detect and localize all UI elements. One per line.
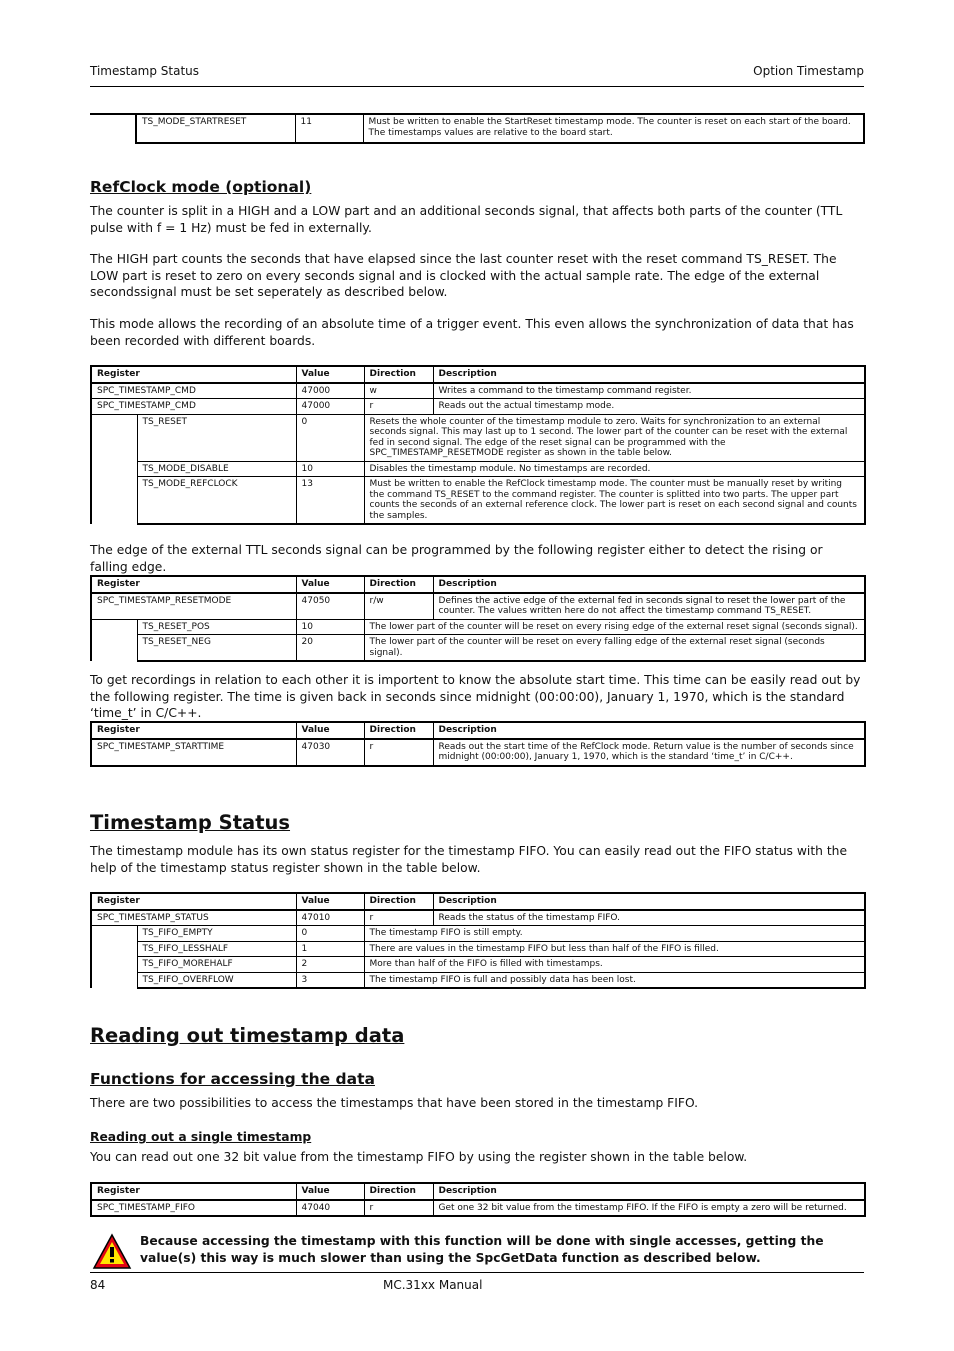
table-row: SPC_TIMESTAMP_STARTTIME 47030 r Reads out the start time of the RefClock mode. Return value is the number of seconds since midnight (00:00:00), January 1, 1970, which is the standard ‘time_t’ in C/C++. <box>91 739 865 766</box>
table-row: TS_FIFO_MOREHALF 2 More than half of the FIFO is filled with timestamps. <box>91 957 865 973</box>
table-row: TS_FIFO_OVERFLOW 3 The timestamp FIFO is full and possibly data has been lost. <box>91 972 865 988</box>
table-row: TS_RESET 0 Resets the whole counter of the timestamp module to zero. Waits for synchronization to an external seconds signal. This may last up to 1 second. The lower part of the counter can be reset with the external fed in second signal. The edge of the reset signal can be programmed with the SPC_TIMESTAMP_RESETMODE register as shown in the table below. <box>91 414 865 461</box>
page-footer <box>90 1278 864 1292</box>
page-header <box>90 64 864 78</box>
table-header-row: Register Value Direction Description <box>91 1183 865 1200</box>
functions-paragraph: There are two possibilities to access the timestamps that have been stored in the timestamp FIFO. <box>90 1096 699 1110</box>
table-status <box>90 892 866 989</box>
refclock-paragraph-1: The counter is split in a HIGH and a LOW part and an additional seconds signal, that affects both parts of the counter (TTL pulse with f = 1 Hz) must be fed in externally. <box>90 204 843 235</box>
table-header-row: Register Value Direction Description <box>91 722 865 739</box>
status-paragraph: The timestamp module has its own status register for the timestamp FIFO. You can easily read out the FIFO status with the help of the timestamp status register shown in the table below. <box>90 844 848 875</box>
table-row: SPC_TIMESTAMP_CMD 47000 w Writes a command to the timestamp command register. <box>91 383 865 399</box>
status-heading: Timestamp Status <box>90 811 291 834</box>
table-row: TS_RESET_POS 10 The lower part of the counter will be reset on every rising edge of the external reset signal (seconds signal). <box>91 619 865 635</box>
header-right: Option Timestamp <box>753 64 864 78</box>
table-header-row: Register Value Direction Description <box>91 366 865 383</box>
footer-rule <box>90 1272 864 1273</box>
table-row: TS_MODE_REFCLOCK 13 Must be written to enable the RefClock timestamp mode. The counter must be manually reset by writing the command TS_RESET to the command register. The counter is splitted into two parts. The upper part counts the seconds of an external reference clock. The lower part is reset on each second signal and counts the samples. <box>91 477 865 525</box>
table-starttime <box>90 721 866 767</box>
table-header-row: Register Value Direction Description <box>91 893 865 910</box>
table-row: SPC_TIMESTAMP_CMD 47000 r Reads out the actual timestamp mode. <box>91 399 865 415</box>
edge-paragraph: The edge of the external TTL seconds signal can be programmed by the following register either to detect the rising or falling edge. <box>90 543 823 574</box>
table-row: TS_FIFO_EMPTY 0 The timestamp FIFO is still empty. <box>91 926 865 942</box>
reading-heading: Reading out timestamp data <box>90 1024 405 1047</box>
abs-time-paragraph: To get recordings in relation to each other it is importent to know the absolute start time. This time can be easily read out by the following register. The time is given back in seconds since midnight (00:00:00), January 1, 1970, which is the standard ‘time_t’ in C/C++. <box>90 673 861 720</box>
header-left: Timestamp Status <box>90 64 200 78</box>
document-page <box>90 0 864 1351</box>
warning-icon <box>92 1233 132 1270</box>
single-timestamp-paragraph: You can read out one 32 bit value from the timestamp FIFO by using the register shown in the table below. <box>90 1150 748 1164</box>
refclock-paragraph-3: This mode allows the recording of an absolute time of a trigger event. This even allows the synchronization of data that has been recorded with different boards. <box>90 317 854 348</box>
refclock-paragraph-2: The HIGH part counts the seconds that have elapsed since the last counter reset with the reset command TS_RESET. The LOW part is reset to zero on every seconds signal and is clocked with the actual sample rate. The edge of the external secondssignal must be set seperately as described below. <box>90 252 837 299</box>
warning-text: Because accessing the timestamp with this function will be done with single accesses, getting the value(s) this way is much slower than using the SpcGetData function as described below. <box>140 1234 824 1265</box>
refclock-heading: RefClock mode (optional) <box>90 178 312 196</box>
table-row: TS_FIFO_LESSHALF 1 There are values in the timestamp FIFO but less than half of the FIFO is filled. <box>91 941 865 957</box>
functions-heading: Functions for accessing the data <box>90 1070 375 1088</box>
page-number: 84 <box>90 1278 106 1292</box>
table-row: TS_RESET_NEG 20 The lower part of the counter will be reset on every falling edge of the external reset signal (seconds signal). <box>91 635 865 662</box>
table-resetmode <box>90 575 866 662</box>
table-row: TS_MODE_DISABLE 10 Disables the timestamp module. No timestamps are recorded. <box>91 461 865 477</box>
single-timestamp-heading: Reading out a single timestamp <box>90 1130 312 1144</box>
table-row: SPC_TIMESTAMP_FIFO 47040 r Get one 32 bit value from the timestamp FIFO. If the FIFO is empty a zero will be returned. <box>91 1200 865 1217</box>
table-mode-startreset <box>90 113 865 144</box>
table-row: SPC_TIMESTAMP_STATUS 47010 r Reads the status of the timestamp FIFO. <box>91 910 865 926</box>
cmd-table-body <box>90 365 866 525</box>
table-header-row: Register Value Direction Description <box>91 576 865 593</box>
table-row: SPC_TIMESTAMP_RESETMODE 47050 r/w Defines the active edge of the external fed in seconds signal to reset the lower part of the counter. The values written here do not affect the timestamp command TS_RESET. <box>91 593 865 620</box>
table-fifo <box>90 1182 866 1217</box>
table-row: TS_MODE_STARTRESET 11 Must be written to enable the StartReset timestamp mode. The counter is reset on each start of the board. The timestamps values are relative to the board start. <box>90 114 864 143</box>
header-rule <box>90 86 864 87</box>
manual-title: MC.31xx Manual <box>383 1278 483 1292</box>
